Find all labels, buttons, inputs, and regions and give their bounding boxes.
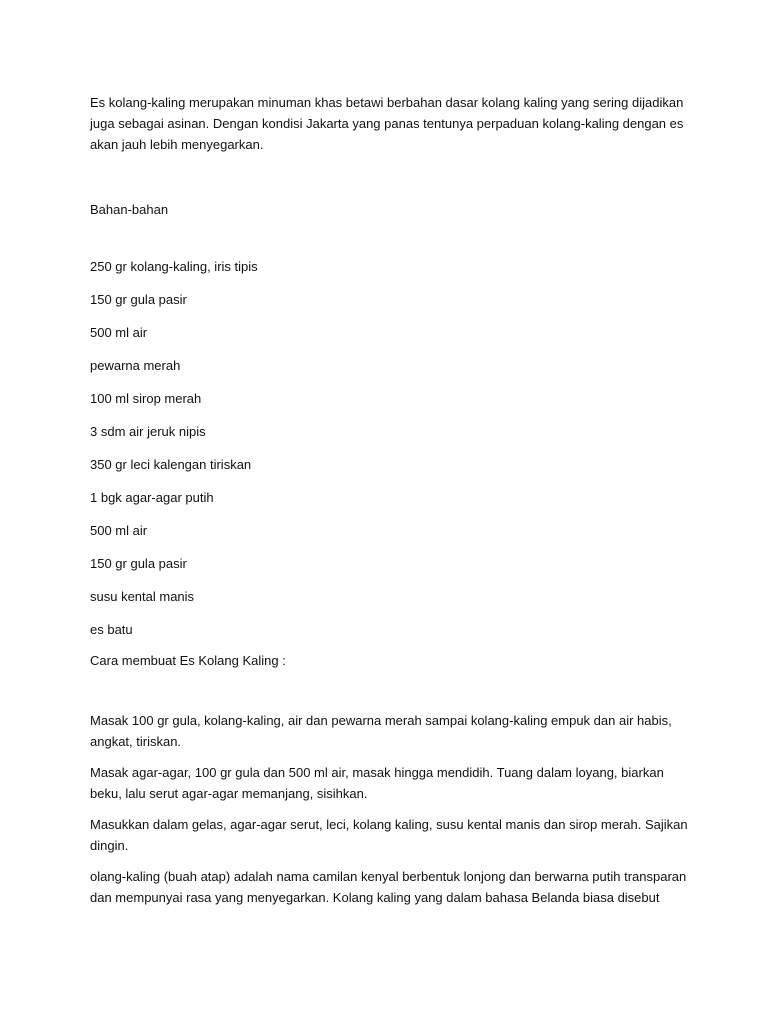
- ingredient-item: 500 ml air: [90, 325, 148, 340]
- method-step: Masukkan dalam gelas, agar-agar serut, leci, kolang kaling, susu kental manis dan sirop merah. Sajikan dingin.: [90, 817, 688, 853]
- ingredient-item: 250 gr kolang-kaling, iris tipis: [90, 259, 258, 274]
- ingredients-heading: Bahan-bahan: [90, 202, 169, 217]
- ingredient-item: pewarna merah: [90, 358, 181, 373]
- ingredient-item: susu kental manis: [90, 589, 195, 604]
- closing-paragraph: olang-kaling (buah atap) adalah nama camilan kenyal berbentuk lonjong dan berwarna putih transparan dan mempunyai rasa yang menyegarkan. Kolang kaling yang dalam bahasa Belanda biasa disebut: [90, 869, 687, 905]
- ingredient-item: 1 bgk agar-agar putih: [90, 490, 214, 505]
- ingredient-item: 3 sdm air jeruk nipis: [90, 424, 206, 439]
- ingredient-item: 350 gr leci kalengan tiriskan: [90, 457, 252, 472]
- ingredient-item: es batu: [90, 622, 133, 637]
- document-body: [90, 92, 690, 918]
- ingredient-item: 500 ml air: [90, 523, 148, 538]
- ingredient-item: 150 gr gula pasir: [90, 292, 187, 307]
- ingredient-item: 150 gr gula pasir: [90, 556, 187, 571]
- method-step: Masak agar-agar, 100 gr gula dan 500 ml air, masak hingga mendidih. Tuang dalam loyang, biarkan beku, lalu serut agar-agar memanjang, sisihkan.: [90, 765, 664, 801]
- method-step: Masak 100 gr gula, kolang-kaling, air dan pewarna merah sampai kolang-kaling empuk dan air habis, angkat, tiriskan.: [90, 713, 672, 749]
- ingredient-item: 100 ml sirop merah: [90, 391, 202, 406]
- method-heading: Cara membuat Es Kolang Kaling :: [90, 653, 286, 668]
- intro-paragraph: Es kolang-kaling merupakan minuman khas betawi berbahan dasar kolang kaling yang sering dijadikan juga sebagai asinan. Dengan kondisi Jakarta yang panas tentunya perpaduan kolang-kaling dengan es akan jauh lebih menyegarkan.: [90, 95, 684, 152]
